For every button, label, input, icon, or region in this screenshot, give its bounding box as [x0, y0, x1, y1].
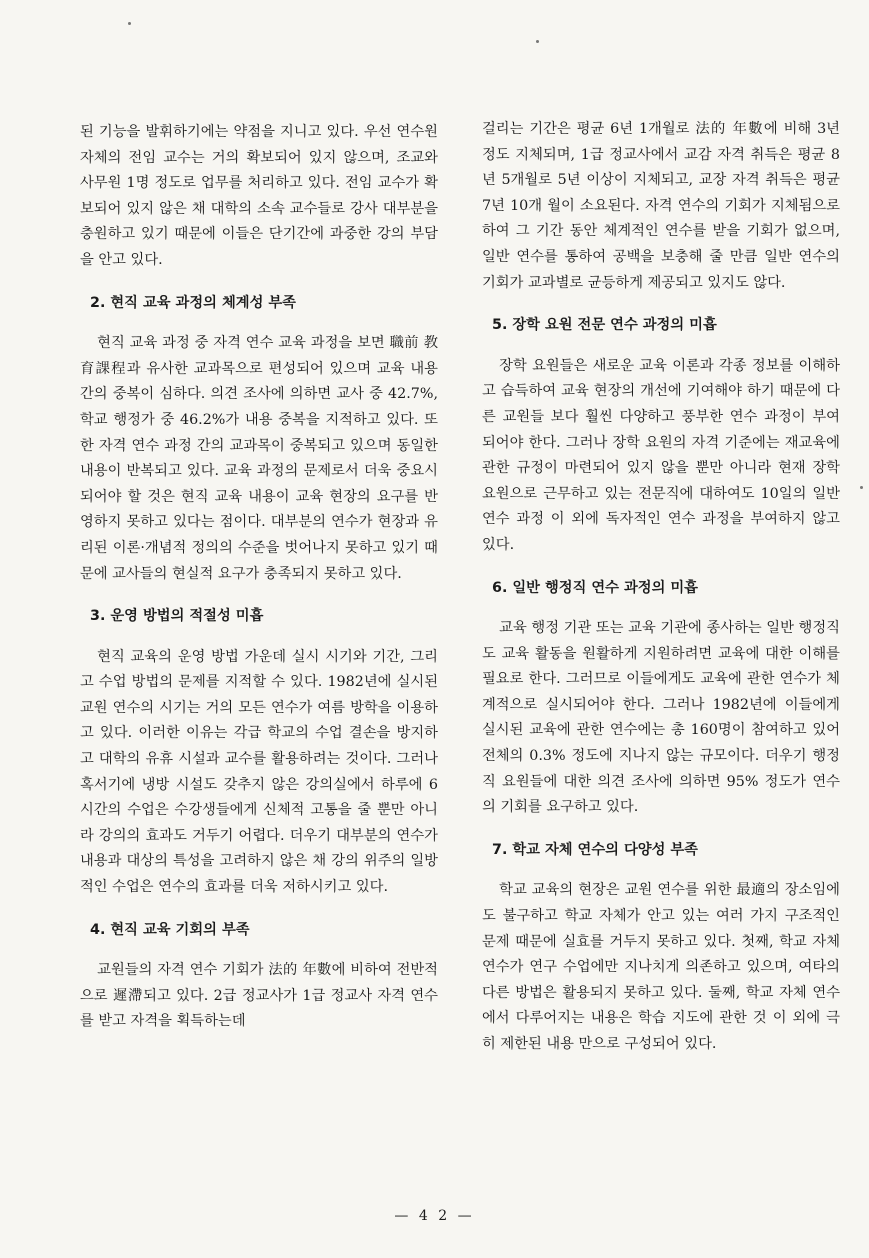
- section-heading: 4. 현직 교육 기회의 부족: [90, 921, 250, 938]
- paragraph: 걸리는 기간은 평균 6년 1개월로 法的 年數에 비해 3년 정도 지체되며, 1급 정교사에서 교감 자격 취득은 평균 8년 5개월로 5년 이상이 지체되고, 교장 자격 취득은 평균 7년 10개 월이 소요된다. 자격 연수의 기회가 지체됨으로 하여 그 기간 동안 체계적인 연수를 받을 기회가 없으며, 일반 연수를 통하여 공백을 보충해 줄 만큼 일반 연수의 기회가 교과별로 균등하게 제공되고 있지도 않다.: [482, 121, 840, 291]
- paragraph: 학교 교육의 현장은 교원 연수를 위한 最適의 장소임에도 불구하고 학교 자체가 안고 있는 여러 가지 구조적인 문제 때문에 실효를 거두지 못하고 있다. 첫째, 학교 자체 연수가 연구 수업에만 지나치게 의존하고 있으며, 여타의 다른 방법은 활용되지 못하고 있다. 둘째, 학교 자체 연수에서 다루어지는 내용은 학습 지도에 관한 것 이 외에 극히 제한된 내용 만으로 구성되어 있다.: [482, 882, 840, 1052]
- section-heading: 6. 일반 행정직 연수 과정의 미흡: [492, 579, 698, 596]
- section-heading: 2. 현직 교육 과정의 체계성 부족: [90, 294, 296, 311]
- section-heading: 7. 학교 자체 연수의 다양성 부족: [492, 841, 698, 858]
- paragraph: 교육 행정 기관 또는 교육 기관에 종사하는 일반 행정직도 교육 활동을 원활하게 지원하려면 교육에 대한 이해를 필요로 한다. 그러므로 이들에게도 교육에 관한 연수가 체계적으로 실시되어야 한다. 그러나 1982년에 이들에게 실시된 교육에 관한 연수에는 총 160명이 참여하고 있어 전체의 0.3% 정도에 지나지 않는 규모이다. 더우기 행정직 요원들에 대한 의견 조사에 의하면 95% 정도가 연수의 기회를 요구하고 있다.: [482, 620, 840, 816]
- scan-speck: [128, 22, 131, 25]
- section-heading: 3. 운영 방법의 적절성 미흡: [90, 608, 264, 625]
- paragraph: 교원들의 자격 연수 기회가 法的 年數에 비하여 전반적으로 遲滯되고 있다. 2급 정교사가 1급 정교사 자격 연수를 받고 자격을 획득하는데: [80, 962, 438, 1030]
- section-heading: 5. 장학 요원 전문 연수 과정의 미흡: [492, 317, 717, 334]
- scan-speck: [860, 486, 863, 489]
- paragraph: 현직 교육 과정 중 자격 연수 교육 과정을 보면 職前 教育課程과 유사한 교과목으로 편성되어 있으며 교육 내용 간의 중복이 심하다. 의견 조사에 의하면 교사 중 42.7%, 학교 행정가 중 46.2%가 내용 중복을 지적하고 있다. 또한 자격 연수 과정 간의 교과목이 중복되고 있으며 동일한 내용이 반복되고 있다. 교육 과정의 문제로서 더욱 중요시되어야 할 것은 현직 교육 내용이 교육 현장의 요구를 반영하지 못하고 있다는 점이다. 대부분의 연수가 현장과 유리된 이론·개념적 정의의 수준을 벗어나지 못하고 있기 때문에 교사들의 현실적 요구가 충족되지 못하고 있다.: [80, 335, 438, 582]
- left-column: [80, 120, 438, 1035]
- page-number: — 4 2 —: [394, 1208, 475, 1224]
- paragraph: 된 기능을 발휘하기에는 약점을 지니고 있다. 우선 연수원 자체의 전임 교수는 거의 확보되어 있지 않으며, 조교와 사무원 1명 정도로 업무를 처리하고 있다. 전임 교수가 확보되어 있지 않은 채 대학의 소속 교수들로 강사 대부분을 충원하고 있기 때문에 이들은 단기간에 과중한 강의 부담을 안고 있다.: [80, 124, 438, 268]
- paragraph: 장학 요원들은 새로운 교육 이론과 각종 정보를 이해하고 습득하여 교육 현장의 개선에 기여해야 하기 때문에 다른 교원들 보다 훨씬 다양하고 풍부한 연수 과정이 부여 되어야 한다. 그러나 장학 요원의 자격 기준에는 재교육에 관한 규정이 마련되어 있지 않을 뿐만 아니라 현재 장학 요원으로 근무하고 있는 전문직에 대하여도 10일의 일반 연수 과정 이 외에 독자적인 연수 과정을 부여하지 않고 있다.: [482, 357, 840, 553]
- scan-speck: [536, 40, 539, 43]
- right-column: [482, 117, 840, 1058]
- paragraph: 현직 교육의 운영 방법 가운데 실시 시기와 기간, 그리고 수업 방법의 문제를 지적할 수 있다. 1982년에 실시된 교원 연수의 시기는 거의 모든 연수가 여름 방학을 이용하고 있다. 이러한 이유는 각급 학교의 수업 결손을 방지하고 대학의 유휴 시설과 교수를 활용하려는 것이다. 그러나 혹서기에 냉방 시설도 갖추지 않은 강의실에서 하루에 6시간의 수업은 수강생들에게 신체적 고통을 줄 뿐만 아니라 강의의 효과도 거두기 어렵다. 더우기 대부분의 연수가 내용과 대상의 특성을 고려하지 않은 채 강의 위주의 일방적인 수업은 연수의 효과를 더욱 저하시키고 있다.: [80, 648, 438, 896]
